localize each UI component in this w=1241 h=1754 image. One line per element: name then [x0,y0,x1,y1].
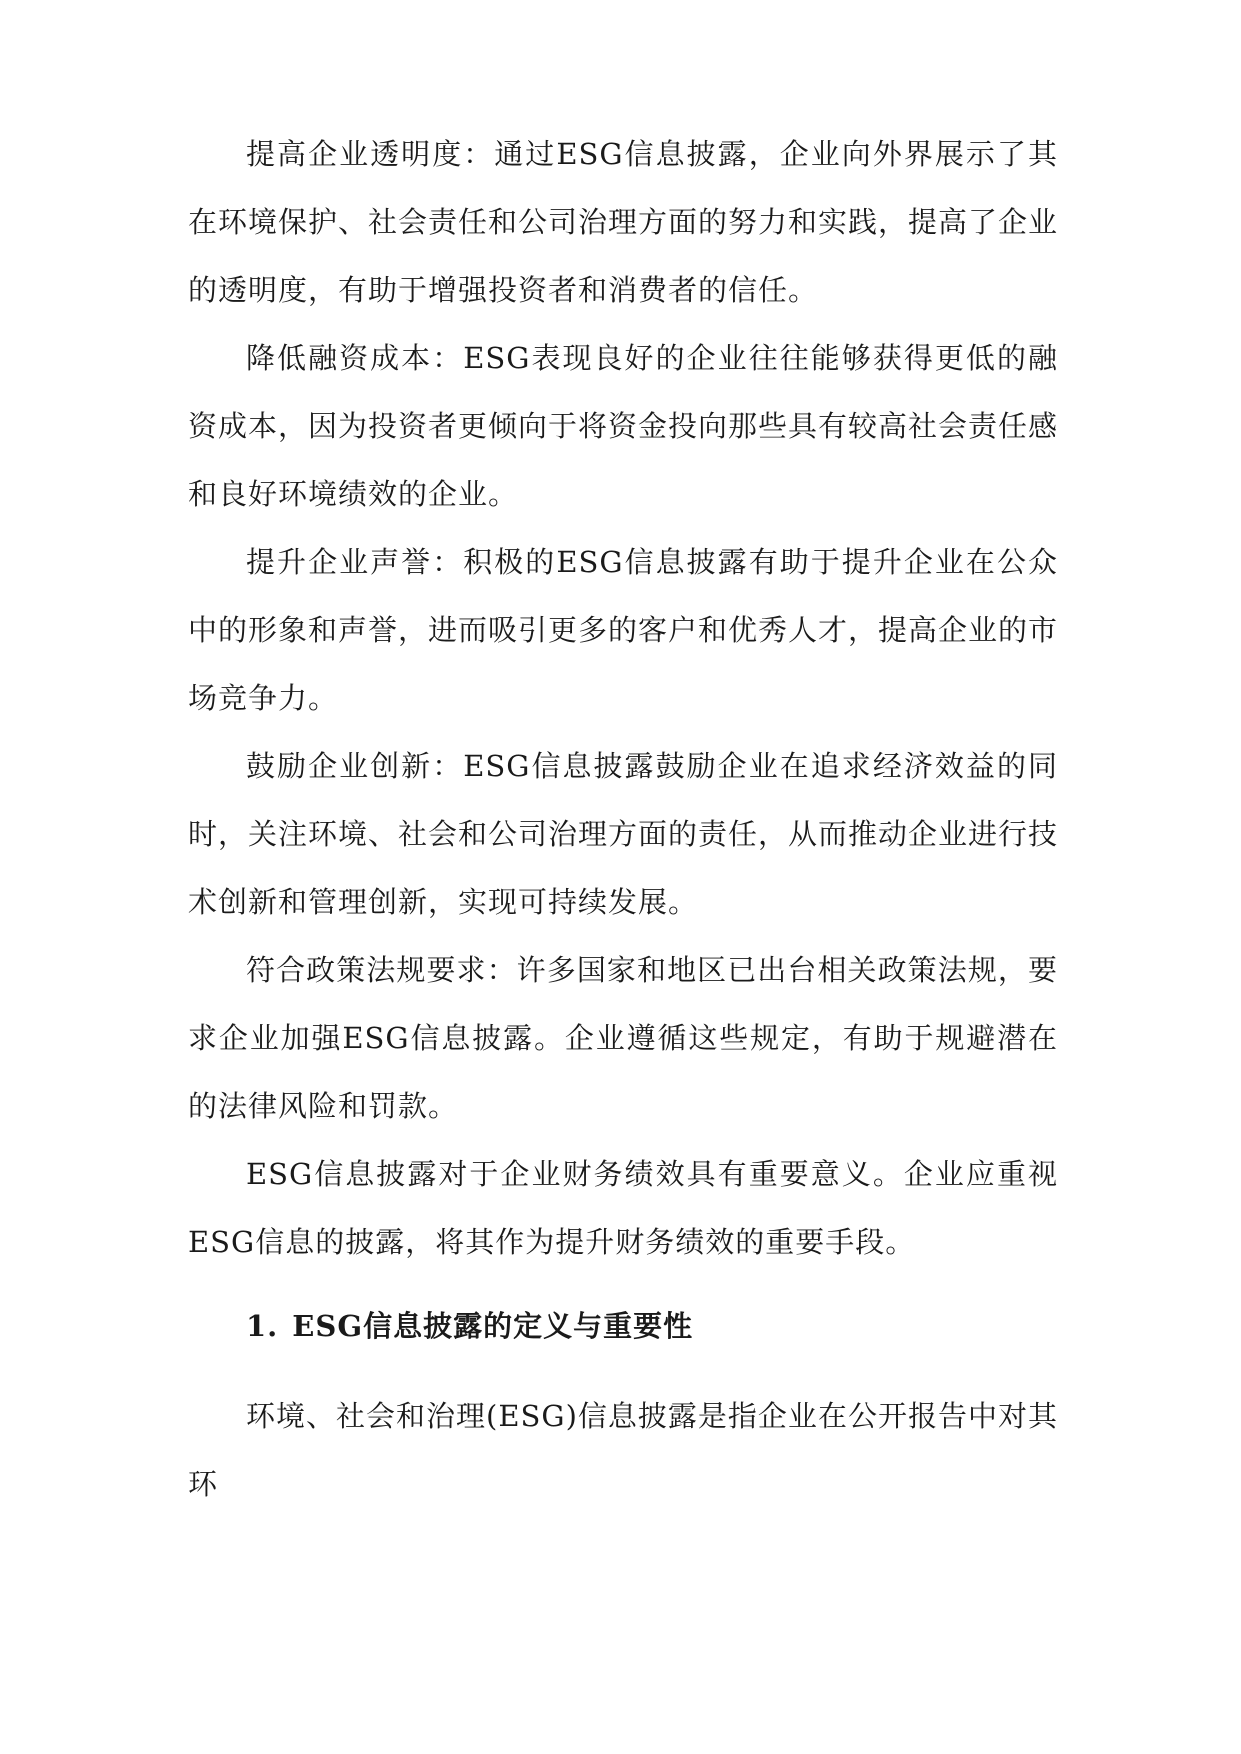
section-number: 1. [246,1309,279,1343]
paragraph-reputation: 提升企业声誉：积极的ESG信息披露有助于提升企业在公众中的形象和声誉，进而吸引更多的客户和优秀人才，提高企业的市场竞争力。 [188,545,1059,715]
section-title: ESG信息披露的定义与重要性 [292,1309,694,1343]
paragraph-financing-cost: 降低融资成本：ESG表现良好的企业往往能够获得更低的融资成本，因为投资者更倾向于将资金投向那些具有较高社会责任感和良好环境绩效的企业。 [188,341,1059,511]
section-heading [246,1292,693,1360]
paragraph-conclusion: ESG信息披露对于企业财务绩效具有重要意义。企业应重视ESG信息的披露，将其作为提升财务绩效的重要手段。 [188,1157,1058,1259]
paragraph-transparency: 提高企业透明度：通过ESG信息披露，企业向外界展示了其在环境保护、社会责任和公司治理方面的努力和实践，提高了企业的透明度，有助于增强投资者和消费者的信任。 [188,137,1059,307]
paragraph-regulation: 符合政策法规要求：许多国家和地区已出台相关政策法规，要求企业加强ESG信息披露。企业遵循这些规定，有助于规避潜在的法律风险和罚款。 [188,953,1058,1123]
paragraph-innovation: 鼓励企业创新：ESG信息披露鼓励企业在追求经济效益的同时，关注环境、社会和公司治理方面的责任，从而推动企业进行技术创新和管理创新，实现可持续发展。 [188,749,1059,919]
paragraph-intro: 环境、社会和治理(ESG)信息披露是指企业在公开报告中对其环 [188,1399,1058,1501]
